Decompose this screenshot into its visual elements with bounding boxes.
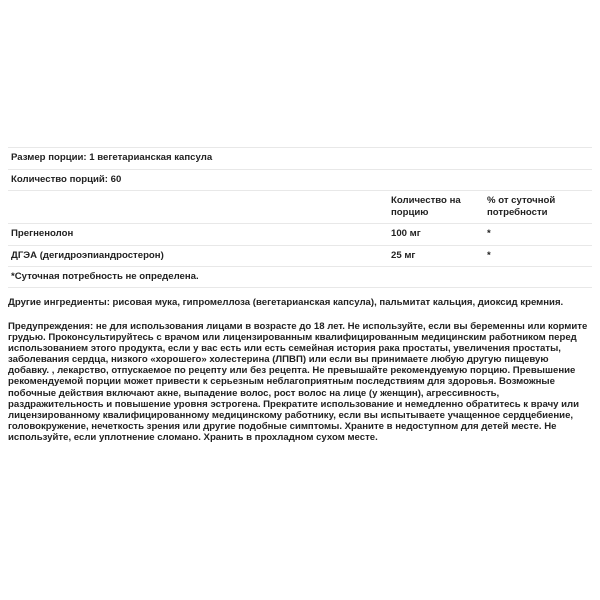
footnote-row: [8, 266, 592, 288]
ingredient-amount: 100 мг: [391, 228, 421, 240]
footnote: *Суточная потребность не определена.: [11, 270, 199, 282]
table-row: [8, 223, 592, 245]
supplement-facts-table: [8, 147, 592, 288]
table-row: [8, 245, 592, 267]
other-ingredients: Другие ингредиенты: рисовая мука, гипромеллоза (вегетарианская капсула), пальмитат кальция, диоксид кремния.: [8, 297, 564, 308]
servings-per-container: Количество порций: 60: [11, 173, 122, 185]
column-header-amount: Количество на порцию: [391, 195, 461, 218]
ingredient-amount: 25 мг: [391, 249, 416, 261]
serving-size-row: [8, 147, 592, 169]
ingredient-daily-value: *: [487, 249, 491, 261]
serving-size: Размер порции: 1 вегетарианская капсула: [11, 152, 213, 164]
ingredient-daily-value: *: [487, 228, 491, 240]
table-header-row: [8, 190, 592, 223]
warnings: Предупреждения: не для использования лицами в возрасте до 18 лет. Не используйте, если вы беременны или кормите грудью. Проконсультируйтесь с врачом или лицензированным квалифицированным медицинским работником перед использованием этого продукта, если у вас есть или есть семейная история рака простаты, увеличения простаты, заболевания сердца, низкого «хорошего» холестерина (ЛПВП) или если вы принимаете любую другую пищевую добавку. , лекарство, отпускаемое по рецепту или без рецепта. Не превышайте рекомендуемую порцию. Превышение рекомендуемой порции может привести к серьезным неблагоприятным последствиям для здоровья. Возможные побочные действия включают акне, выпадение волос, рост волос на лице (у женщин), агрессивность, раздражительность и повышение уровня эстрогена. Прекратите использование и немедленно обратитесь к врачу или лицензированному квалифицированному медицинскому работнику, если вы испытываете учащенное сердцебиение, головокружение, нечеткость зрения или другие подобные симптомы. Храните в недоступном для детей месте. Не используйте, если уплотнение сломано. Хранить в прохладном сухом месте.: [8, 321, 588, 443]
column-header-daily-value: % от суточной потребности: [487, 195, 556, 218]
ingredient-name: ДГЭА (дегидроэпиандростерон): [11, 249, 164, 261]
servings-per-container-row: [8, 169, 592, 191]
ingredient-name: Прегненолон: [11, 228, 74, 240]
